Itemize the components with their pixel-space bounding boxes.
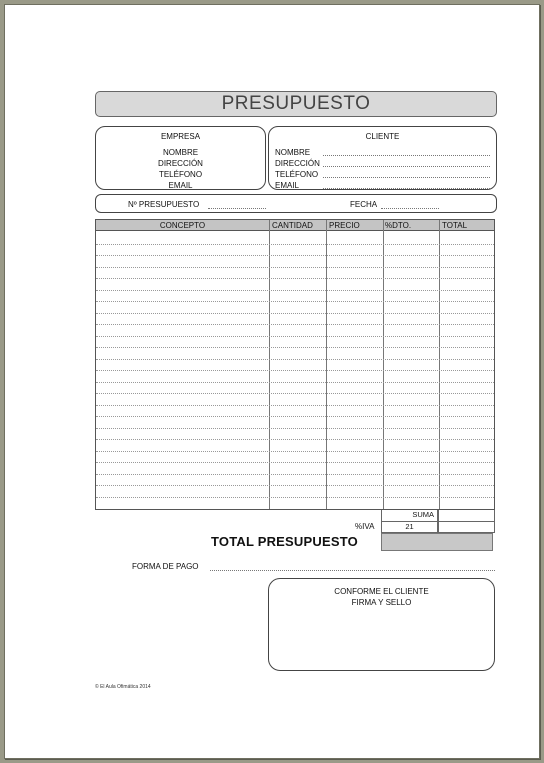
empresa-nombre-label: NOMBRE [162,148,199,157]
items-table [95,219,495,510]
cliente-nombre-label: NOMBRE [275,148,311,157]
fecha-label: FECHA [350,200,378,209]
column-divider [269,220,270,509]
presupuesto-number-label: Nº PRESUPUESTO [128,200,200,209]
forma-pago-field[interactable] [210,562,495,571]
table-row[interactable] [96,278,494,279]
conforme-line1: CONFORME EL CLIENTE [334,587,429,596]
cliente-heading: CLIENTE [365,132,400,141]
column-divider [439,220,440,509]
header-precio: PRECIO [329,221,360,230]
table-row[interactable] [96,244,494,245]
table-row[interactable] [96,485,494,486]
suma-label: SUMA [381,510,438,522]
table-row[interactable] [96,290,494,291]
table-row[interactable] [96,439,494,440]
cliente-telefono-label: TELÉFONO [275,170,319,179]
presupuesto-number-field[interactable] [208,200,266,209]
iva-label: %IVA [355,522,375,531]
column-divider [326,220,327,509]
empresa-email-label: EMAIL [168,181,193,190]
document-page [4,4,540,759]
cliente-direccion-field[interactable] [323,158,490,167]
table-row[interactable] [96,324,494,325]
cliente-direccion-label: DIRECCIÓN [275,159,320,168]
total-presupuesto-value[interactable] [381,533,493,551]
table-row[interactable] [96,347,494,348]
table-row[interactable] [96,313,494,314]
cliente-nombre-field[interactable] [323,147,490,156]
cliente-email-label: EMAIL [275,181,300,190]
conforme-box [268,578,495,671]
empresa-heading: EMPRESA [160,132,201,141]
table-row[interactable] [96,301,494,302]
cliente-email-field[interactable] [323,180,490,189]
column-divider [383,220,384,509]
presupuesto-box [95,194,497,213]
table-row[interactable] [96,405,494,406]
table-row[interactable] [96,393,494,394]
table-row[interactable] [96,451,494,452]
table-row[interactable] [96,416,494,417]
forma-pago-label: FORMA DE PAGO [132,562,199,571]
iva-total-cell[interactable] [438,521,495,533]
empresa-box [95,126,266,190]
empresa-direccion-label: DIRECCIÓN [158,159,203,168]
table-row[interactable] [96,474,494,475]
header-total: TOTAL [442,221,468,230]
fecha-field[interactable] [381,200,439,209]
table-row[interactable] [96,336,494,337]
table-row[interactable] [96,359,494,360]
empresa-telefono-label: TELÉFONO [158,170,203,179]
table-row[interactable] [96,267,494,268]
table-row[interactable] [96,382,494,383]
table-row[interactable] [96,255,494,256]
cliente-box [268,126,497,190]
table-row[interactable] [96,497,494,498]
cliente-telefono-field[interactable] [323,169,490,178]
header-dto: %DTO. [385,221,412,230]
total-presupuesto-label: TOTAL PRESUPUESTO [211,534,358,549]
table-row[interactable] [96,370,494,371]
iva-value[interactable]: 21 [381,521,438,533]
header-cantidad: CANTIDAD [272,221,313,230]
conforme-line2: FIRMA Y SELLO [351,598,412,607]
document-title: PRESUPUESTO [95,91,497,117]
copyright-text: © El Aula Ofimática 2014 [95,684,151,690]
table-header [96,220,494,231]
header-concepto: CONCEPTO [159,221,206,230]
table-row[interactable] [96,428,494,429]
table-row[interactable] [96,462,494,463]
